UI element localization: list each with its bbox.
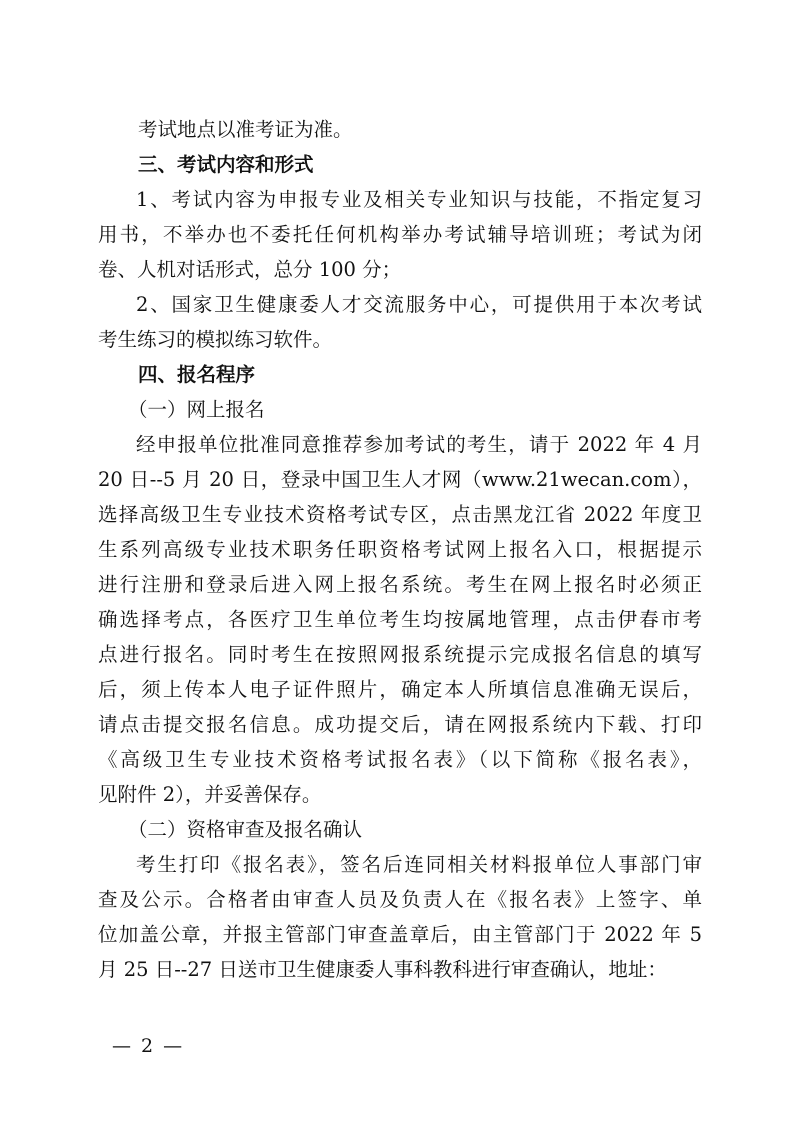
text-line: 2、国家卫生健康委人才交流服务中心，可提供用于本次考试 [136,293,702,316]
text-line: 《高级卫生专业技术资格考试报名表》（以下简称《报名表》， [98,748,702,771]
page-number: — 2 — [112,1035,185,1057]
text-line: 三、考试内容和形式 [138,153,314,176]
text-line: 考生打印《报名表》，签名后连同相关材料报单位人事部门审 [136,853,702,876]
document-page [98,112,702,987]
text-line: 经申报单位批准同意推荐参加考试的考生，请于 2022 年 4 月 [136,433,702,456]
paragraph-s2 [98,812,702,847]
paragraph-h3 [98,147,702,182]
text-line: 卷、人机对话形式，总分 100 分； [98,258,402,281]
text-line: 选择高级卫生专业技术资格考试专区，点击黑龙江省 2022 年度卫 [98,503,702,526]
paragraph-h4 [98,357,702,392]
text-line: 请点击提交报名信息。成功提交后，请在网报系统内下载、打印 [98,713,702,736]
text-line: （二）资格审查及报名确认 [128,818,363,841]
paragraph-p2 [98,182,702,287]
text-line: 用书，不举办也不委托任何机构举办考试辅导培训班；考试为闭 [98,223,702,246]
text-line: 1、考试内容为申报专业及相关专业知识与技能，不指定复习 [136,188,702,211]
text-line: 月 25 日--27 日送市卫生健康委人事科教科进行审查确认，地址： [98,958,667,981]
text-line: 查及公示。合格者由审查人员及负责人在《报名表》上签字、单 [98,888,702,911]
text-line: 点进行报名。同时考生在按照网报系统提示完成报名信息的填写 [98,643,702,666]
text-line: 四、报名程序 [138,363,256,386]
text-line: 进行注册和登录后进入网上报名系统。考生在网上报名时必须正 [98,573,702,596]
paragraph-p4 [98,427,702,812]
text-line: 生系列高级专业技术职务任职资格考试网上报名入口，根据提示 [98,538,702,561]
text-line: 考生练习的模拟练习软件。 [98,328,333,351]
paragraph-p5 [98,847,702,987]
paragraph-s1 [98,392,702,427]
text-line: 确选择考点，各医疗卫生单位考生均按属地管理，点击伊春市考 [98,608,702,631]
text-line: 考试地点以准考证为准。 [138,118,353,141]
paragraph-p1 [98,112,702,147]
text-line: 20 日--5 月 20 日，登录中国卫生人才网（www.21wecan.com）， [98,468,702,491]
text-line: （一）网上报名 [128,398,265,421]
text-line: 后，须上传本人电子证件照片，确定本人所填信息准确无误后， [98,678,702,701]
paragraph-p3 [98,287,702,357]
text-line: 位加盖公章，并报主管部门审查盖章后，由主管部门于 2022 年 5 [98,923,702,946]
text-line: 见附件 2），并妥善保存。 [98,783,322,806]
